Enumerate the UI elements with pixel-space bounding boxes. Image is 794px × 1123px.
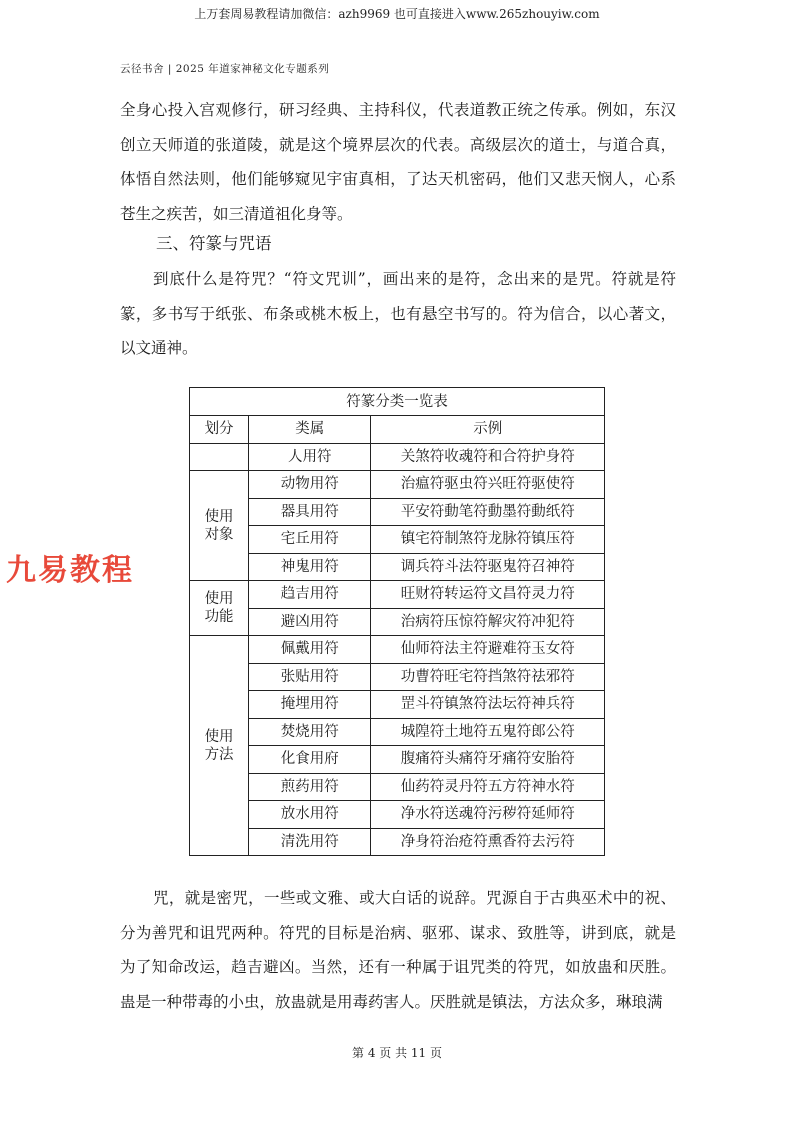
example-cell: 净水符送魂符污秽符延师符 <box>371 801 605 829</box>
page-footer: 第 4 页 共 11 页 <box>352 1046 442 1060</box>
example-cell: 旺财符转运符文昌符灵力符 <box>371 581 605 609</box>
example-cell: 镇宅符制煞符龙脉符镇压符 <box>371 526 605 554</box>
example-cell: 平安符動笔符動墨符動纸符 <box>371 498 605 526</box>
example-cell: 净身符治疮符熏香符去污符 <box>371 828 605 856</box>
table-row <box>190 471 605 499</box>
group-cell-function: 使用 功能 <box>190 581 249 636</box>
table-row <box>190 526 605 554</box>
table-row <box>190 498 605 526</box>
example-cell: 调兵符斗法符驱鬼符召神符 <box>371 553 605 581</box>
table-row <box>190 801 605 829</box>
example-cell: 治瘟符驱虫符兴旺符驱使符 <box>371 471 605 499</box>
header-division: 划分 <box>190 416 249 444</box>
example-cell: 仙药符灵丹符五方符神水符 <box>371 773 605 801</box>
category-cell: 避凶用符 <box>249 608 371 636</box>
category-cell: 器具用符 <box>249 498 371 526</box>
table-row <box>190 581 605 609</box>
example-cell: 治病符压惊符解灾符冲犯符 <box>371 608 605 636</box>
example-cell: 功曹符旺宅符挡煞符祛邪符 <box>371 663 605 691</box>
table-row <box>190 553 605 581</box>
table-row <box>190 663 605 691</box>
table-row <box>190 636 605 664</box>
category-cell: 张贴用符 <box>249 663 371 691</box>
category-cell: 佩戴用符 <box>249 636 371 664</box>
category-cell: 动物用符 <box>249 471 371 499</box>
example-cell: 腹痛符头痛符牙痛符安胎符 <box>371 746 605 774</box>
category-cell: 煎药用符 <box>249 773 371 801</box>
top-banner: 上万套周易教程请加微信：azh9969 也可直接进入www.265zhouyiw.com <box>194 7 600 21</box>
table-row <box>190 691 605 719</box>
category-cell: 人用符 <box>249 443 371 471</box>
category-cell: 趋吉用符 <box>249 581 371 609</box>
group-cell-method: 使用 方法 <box>190 636 249 856</box>
example-cell: 城隍符土地符五鬼符郎公符 <box>371 718 605 746</box>
example-cell: 罡斗符镇煞符法坛符神兵符 <box>371 691 605 719</box>
section-heading: 三、符篆与咒语 <box>156 234 272 253</box>
category-cell: 宅丘用符 <box>249 526 371 554</box>
category-cell: 焚烧用符 <box>249 718 371 746</box>
paragraph-1: 全身心投入宫观修行，研习经典、主持科仪，代表道教正统之传承。例如，东汉创立天师道的张道陵，就是这个境界层次的代表。高级层次的道士，与道合真，体悟自然法则，他们能够窥见宇宙真相，了达天机密码，他们又悲天悯人，心系苍生之疾苦，如三清道祖化身等。 <box>120 101 676 223</box>
header-category: 类属 <box>249 416 371 444</box>
category-cell: 神鬼用符 <box>249 553 371 581</box>
table-row <box>190 718 605 746</box>
group-cell-object: 使用 对象 <box>190 471 249 581</box>
table-row <box>190 746 605 774</box>
table-row <box>190 443 605 471</box>
paragraph-3: 咒，就是密咒，一些或文雅、或大白话的说辞。咒源自于古典巫术中的祝、分为善咒和诅咒两种。符咒的目标是治病、驱邪、谋求、致胜等，讲到底，就是为了知命改运，趋吉避凶。当然，还有一种属于诅咒类的符咒，如放蛊和厌胜。蛊是一种带毒的小虫，放蛊就是用毒药害人。厌胜就是镇法，方法众多，琳琅满 <box>120 889 676 1011</box>
category-cell: 掩埋用符 <box>249 691 371 719</box>
table-row <box>190 773 605 801</box>
table-caption: 符篆分类一览表 <box>190 388 605 416</box>
table-header-row <box>190 416 605 444</box>
table-row <box>190 828 605 856</box>
header-example: 示例 <box>371 416 605 444</box>
paragraph-2: 到底什么是符咒？“符文咒训”，画出来的是符，念出来的是咒。符就是符篆，多书写于纸张、布条或桃木板上，也有悬空书写的。符为信合，以心著文，以文通神。 <box>120 270 676 357</box>
category-cell: 化食用府 <box>249 746 371 774</box>
category-cell: 清洗用符 <box>249 828 371 856</box>
talisman-table <box>189 387 605 856</box>
example-cell: 仙师符法主符避难符玉女符 <box>371 636 605 664</box>
watermark-logo: 九易教程 <box>6 553 134 588</box>
table-row <box>190 608 605 636</box>
group-cell <box>190 443 249 471</box>
running-head: 云径书舍 | 2025 年道家神秘文化专题系列 <box>120 63 330 75</box>
example-cell: 关煞符收魂符和合符护身符 <box>371 443 605 471</box>
category-cell: 放水用符 <box>249 801 371 829</box>
